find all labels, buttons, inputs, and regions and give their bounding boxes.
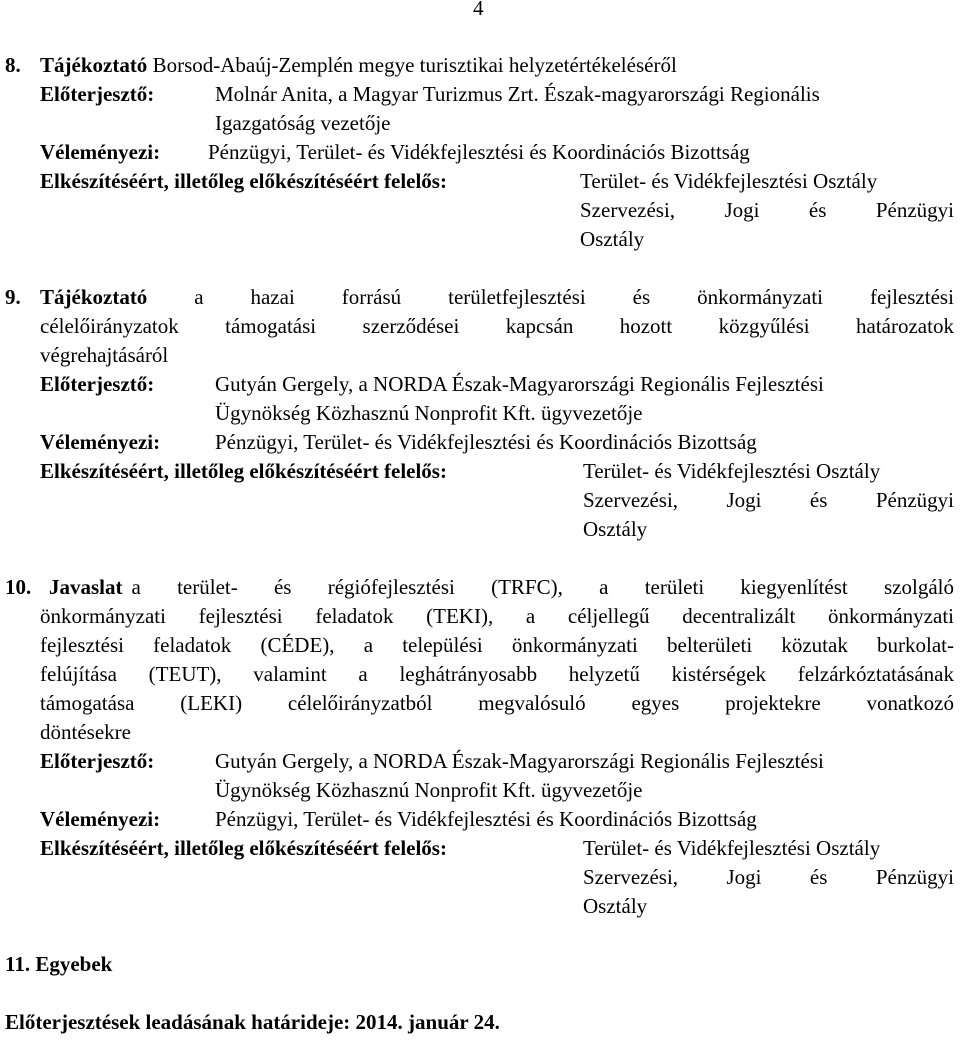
resp-word: Jogi	[726, 865, 762, 889]
item-10-presenter-line2: Ügynökség Közhasznú Nonprofit Kft. ügyvezetője	[215, 778, 643, 802]
title-word: hozott	[619, 314, 673, 338]
title-word: kapcsán	[505, 314, 574, 338]
title-word: támogatási	[225, 314, 317, 338]
resp-word: és	[809, 488, 828, 512]
resp-word: Szervezési,	[583, 865, 679, 889]
title-word: forrású	[341, 285, 402, 309]
item-10-title-bold: Javaslat	[49, 575, 123, 599]
item-8-reviewer-label: Véleményezi:	[40, 140, 161, 164]
resp-word: Jogi	[726, 488, 762, 512]
resp-word: és	[809, 865, 828, 889]
title-word: közgyűlési	[718, 314, 810, 338]
item-9-title-line2	[40, 312, 954, 341]
item-10-resp-line1: Terület- és Vidékfejlesztési Osztály	[583, 836, 881, 860]
title-word: a	[194, 285, 204, 309]
item-9-title-line3: végrehajtásáról	[40, 343, 169, 367]
item-9-presenter-line1: Gutyán Gergely, a NORDA Észak-Magyarországi Regionális Fejlesztési	[215, 372, 824, 396]
item-10-resp-label: Elkészítéséért, illetőleg előkészítéséért felelős:	[40, 836, 447, 860]
item-10-reviewer: Pénzügyi, Terület- és Vidékfejlesztési és Koordinációs Bizottság	[215, 807, 757, 831]
item-9-resp-line1: Terület- és Vidékfejlesztési Osztály	[583, 459, 881, 483]
item-8-presenter-line1: Molnár Anita, a Magyar Turizmus Zrt. Észak-magyarországi Regionális	[215, 82, 820, 106]
resp-word: Pénzügyi	[875, 198, 954, 222]
item-10-title-line6: döntésekre	[40, 720, 131, 744]
item-10-number: 10.	[5, 575, 32, 599]
item-10-title-line1-rest: a terület- és régiófejlesztési (TRFC), a területi kiegyenlítést szolgáló	[131, 575, 954, 599]
item-10-title-line1	[49, 573, 954, 602]
item-8-title-rest: Borsod-Abaúj-Zemplén megye turisztikai helyzetértékeléséről	[152, 53, 677, 77]
resp-word: Szervezési,	[580, 198, 676, 222]
item-10-presenter-label: Előterjesztő:	[40, 749, 155, 773]
item-8-title	[40, 51, 677, 80]
title-word: hazai	[250, 285, 295, 309]
item-11-number: 11.	[5, 952, 31, 976]
item-8-resp-line3: Osztály	[580, 227, 645, 251]
item-8-title-bold: Tájékoztató	[40, 53, 148, 77]
title-word: szerződései	[362, 314, 460, 338]
item-9-presenter-label: Előterjesztő:	[40, 372, 155, 396]
item-8-presenter-line2: Igazgatóság vezetője	[215, 111, 391, 135]
item-10-presenter-line1: Gutyán Gergely, a NORDA Észak-Magyarországi Regionális Fejlesztési	[215, 749, 824, 773]
title-word: célelőirányzatok	[40, 314, 179, 338]
item-9-resp-label: Elkészítéséért, illetőleg előkészítéséért felelős:	[40, 459, 447, 483]
item-8-number: 8.	[5, 53, 21, 77]
item-9-presenter-line2: Ügynökség Közhasznú Nonprofit Kft. ügyvezetője	[215, 401, 643, 425]
resp-word: Pénzügyi	[875, 865, 954, 889]
title-word: határozatok	[856, 314, 954, 338]
item-9-title-line1	[40, 283, 954, 312]
item-9-resp-line2	[583, 486, 954, 515]
item-11-heading	[5, 950, 112, 979]
item-9-reviewer-label: Véleményezi:	[40, 430, 161, 454]
item-9-reviewer: Pénzügyi, Terület- és Vidékfejlesztési és Koordinációs Bizottság	[215, 430, 757, 454]
item-10-reviewer-label: Véleményezi:	[40, 807, 161, 831]
resp-word: Jogi	[724, 198, 760, 222]
item-11-title: Egyebek	[35, 952, 113, 976]
item-9-resp-line3: Osztály	[583, 517, 648, 541]
item-9-title-bold: Tájékoztató	[40, 285, 148, 309]
item-10-title-line3: fejlesztési feladatok (CÉDE), a települési önkormányzati belterületi közutak burkolat-	[40, 633, 954, 657]
item-8-reviewer: Pénzügyi, Terület- és Vidékfejlesztési és Koordinációs Bizottság	[208, 140, 750, 164]
title-word: fejlesztési	[869, 285, 954, 309]
resp-word: Szervezési,	[583, 488, 679, 512]
item-10-title-line5: támogatása (LEKI) célelőirányzatból megvalósuló egyes projektekre vonatkozó	[40, 691, 954, 715]
item-10-title-line4: felújítása (TEUT), valamint a leghátrányosabb helyzetű kistérségek felzárkóztatásának	[40, 662, 954, 686]
item-9-number: 9.	[5, 285, 21, 309]
resp-word: Pénzügyi	[875, 488, 954, 512]
item-10-resp-line2	[583, 863, 954, 892]
item-10-resp-line3: Osztály	[583, 894, 648, 918]
item-10-title-line2: önkormányzati fejlesztési feladatok (TEKI), a céljellegű decentralizált önkormányzati	[40, 604, 954, 628]
title-word: és	[632, 285, 651, 309]
item-8-presenter-label: Előterjesztő:	[40, 82, 155, 106]
page-number: 4	[473, 0, 484, 20]
deadline: Előterjesztések leadásának határideje: 2014. január 24.	[5, 1010, 500, 1034]
title-word: területfejlesztési	[448, 285, 586, 309]
resp-word: és	[808, 198, 827, 222]
item-8-resp-line1: Terület- és Vidékfejlesztési Osztály	[580, 169, 878, 193]
item-8-resp-line2	[580, 196, 954, 225]
item-8-resp-label: Elkészítéséért, illetőleg előkészítéséért felelős:	[40, 169, 447, 193]
title-word: önkormányzati	[697, 285, 824, 309]
